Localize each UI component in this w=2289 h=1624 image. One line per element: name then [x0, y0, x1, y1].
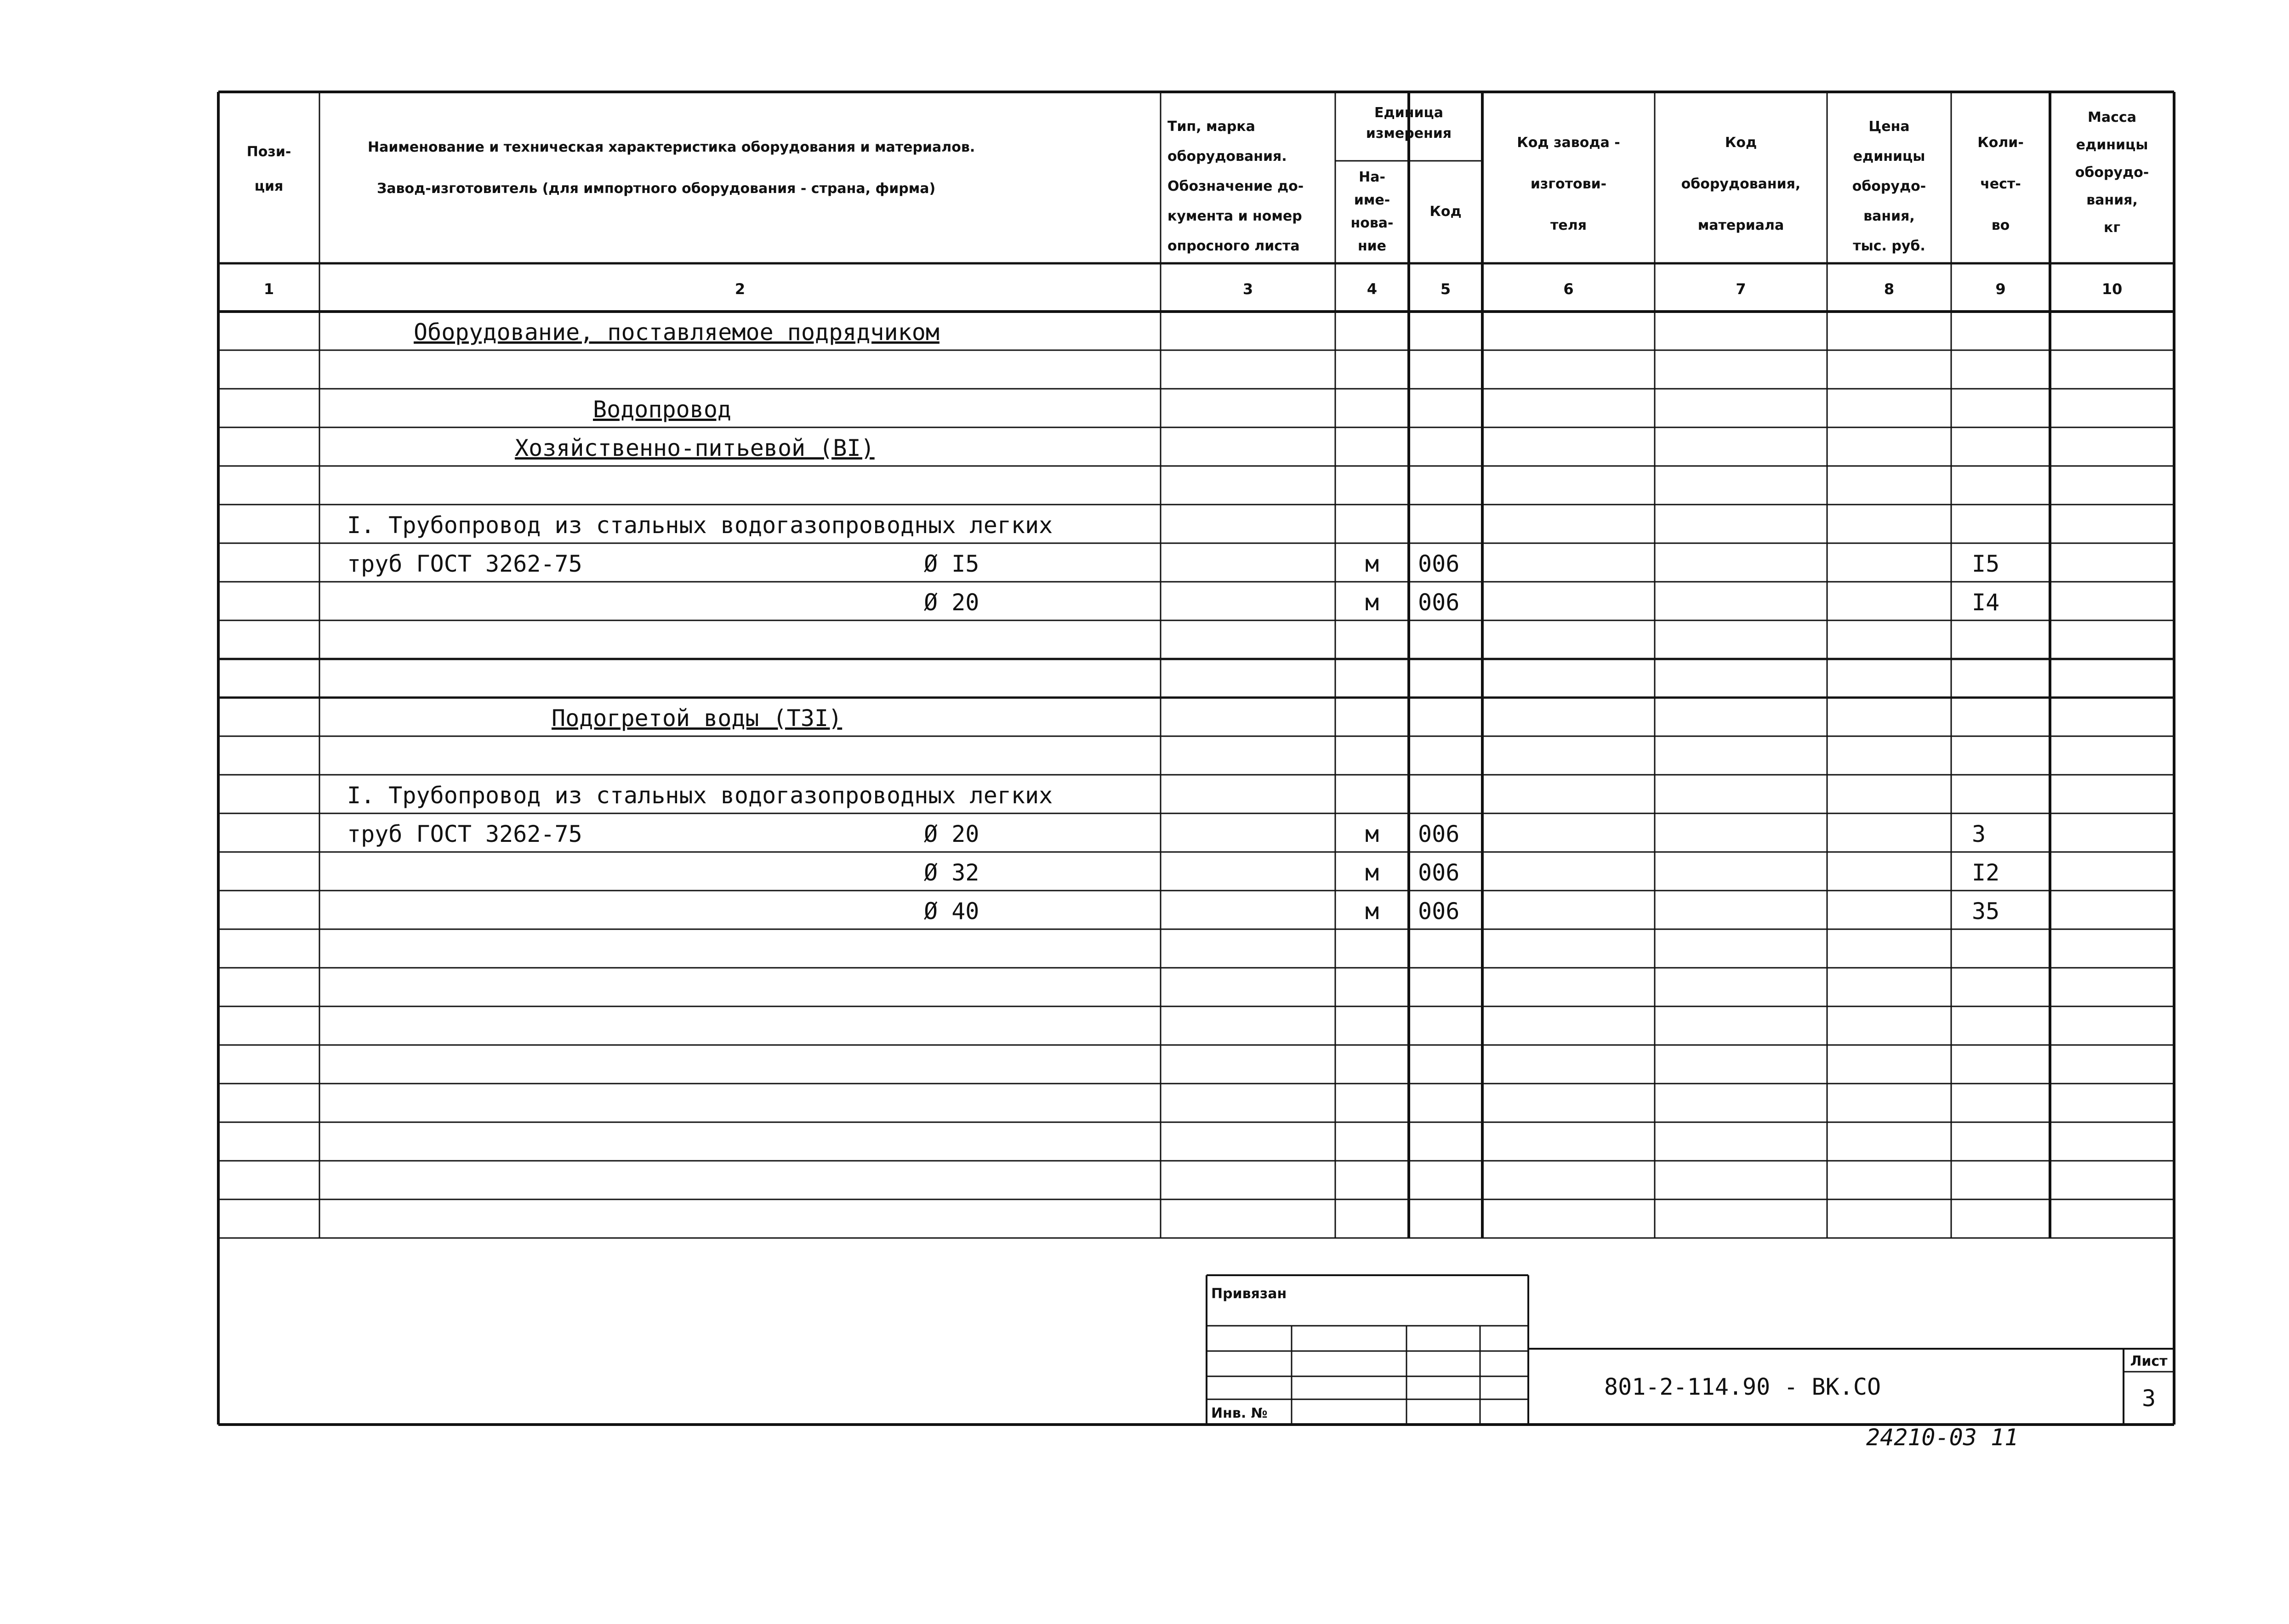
- row-unit: м: [1365, 821, 1379, 847]
- row-unit: м: [1365, 898, 1379, 925]
- row-quantity: I2: [1972, 859, 2000, 886]
- name-header: Наименование и техническая характеристика оборудования и материалов.: [368, 139, 975, 155]
- factory-code-header: теля: [1550, 217, 1587, 233]
- column-number: 9: [1995, 280, 2006, 298]
- column-number: 5: [1440, 280, 1451, 298]
- type-header: кумента и номер: [1167, 208, 1302, 224]
- quantity-header: Коли-: [1977, 135, 2024, 151]
- table-grid: [218, 92, 2174, 1425]
- row-unit: м: [1365, 589, 1379, 616]
- price-header: единицы: [1853, 148, 1925, 165]
- type-header: опросного листа: [1167, 238, 1300, 254]
- sheet-number: 3: [2141, 1385, 2156, 1412]
- row-unit: м: [1365, 551, 1379, 577]
- quantity-header: чест-: [1980, 176, 2021, 192]
- column-number: 2: [735, 280, 746, 298]
- unit-group-header: измерения: [1366, 125, 1452, 142]
- row-unit-code: 006: [1418, 589, 1460, 616]
- table-text: [247, 105, 2168, 1451]
- row-name: Подогретой воды (T3I): [552, 705, 843, 732]
- column-number: 6: [1563, 280, 1574, 298]
- price-header: Цена: [1868, 119, 1910, 135]
- row-diameter: Ø I5: [924, 551, 979, 577]
- price-header: вания,: [1863, 208, 1915, 224]
- mass-header: кг: [2103, 220, 2121, 236]
- row-name: I. Трубопровод из стальных водогазопроводных легких: [347, 782, 1053, 809]
- row-quantity: I4: [1972, 589, 2000, 616]
- type-header: Тип, марка: [1167, 119, 1255, 135]
- column-number: 7: [1736, 280, 1746, 298]
- row-unit-code: 006: [1418, 898, 1460, 925]
- row-name: Водопровод: [593, 396, 732, 423]
- inventory-label: Инв. №: [1211, 1405, 1268, 1421]
- row-name: Оборудование, поставляемое подрядчиком: [414, 319, 940, 346]
- manufacturer-header: Завод-изготовитель (для импортного оборудования - страна, фирма): [377, 181, 936, 197]
- row-unit-code: 006: [1418, 821, 1460, 847]
- unit-group-header: Единица: [1374, 105, 1443, 121]
- material-code-header: Код: [1725, 135, 1757, 151]
- row-quantity: I5: [1972, 551, 2000, 577]
- row-unit-code: 006: [1418, 551, 1460, 577]
- column-number: 3: [1242, 280, 1253, 298]
- column-number: 8: [1884, 280, 1895, 298]
- position-header: Пози-: [246, 144, 291, 160]
- mass-header: единицы: [2076, 137, 2148, 153]
- row-unit-code: 006: [1418, 859, 1460, 886]
- factory-code-header: изготови-: [1530, 176, 1607, 192]
- mass-header: оборудо-: [2075, 165, 2149, 181]
- position-header: ция: [254, 178, 284, 194]
- bound-label: Привязан: [1211, 1286, 1287, 1302]
- row-unit: м: [1365, 859, 1379, 886]
- row-name: I. Трубопровод из стальных водогазопроводных легких: [347, 512, 1053, 539]
- row-name: Хозяйственно-питьевой (BI): [515, 435, 875, 461]
- handwritten-archive-number: 24210-03 11: [1866, 1424, 2019, 1451]
- mass-header: вания,: [2086, 192, 2138, 208]
- unit-name-header: На-: [1359, 169, 1385, 185]
- row-diameter: Ø 20: [924, 589, 979, 616]
- column-number: 10: [2101, 280, 2123, 298]
- mass-header: Масса: [2088, 109, 2136, 125]
- row-name: труб ГОСТ 3262-75: [347, 821, 582, 847]
- row-diameter: Ø 40: [924, 898, 979, 925]
- column-number: 1: [263, 280, 274, 298]
- unit-name-header: име-: [1354, 192, 1390, 208]
- material-code-header: оборудования,: [1681, 176, 1801, 192]
- sheet-label: Лист: [2130, 1353, 2168, 1369]
- quantity-header: во: [1991, 217, 2010, 233]
- row-quantity: 3: [1972, 821, 1986, 847]
- row-diameter: Ø 32: [924, 859, 979, 886]
- unit-name-header: нова-: [1350, 215, 1394, 231]
- row-name: труб ГОСТ 3262-75: [347, 551, 582, 577]
- material-code-header: материала: [1697, 217, 1784, 233]
- type-header: Обозначение до-: [1167, 178, 1304, 194]
- column-number: 4: [1367, 280, 1378, 298]
- factory-code-header: Код завода -: [1517, 135, 1620, 151]
- price-header: оборудо-: [1852, 178, 1926, 194]
- unit-code-header: Код: [1429, 204, 1462, 220]
- type-header: оборудования.: [1167, 148, 1287, 165]
- document-code: 801-2-114.90 - ВК.СО: [1604, 1374, 1881, 1400]
- row-quantity: 35: [1972, 898, 2000, 925]
- row-diameter: Ø 20: [924, 821, 979, 847]
- unit-name-header: ние: [1357, 238, 1387, 254]
- price-header: тыс. руб.: [1853, 238, 1925, 254]
